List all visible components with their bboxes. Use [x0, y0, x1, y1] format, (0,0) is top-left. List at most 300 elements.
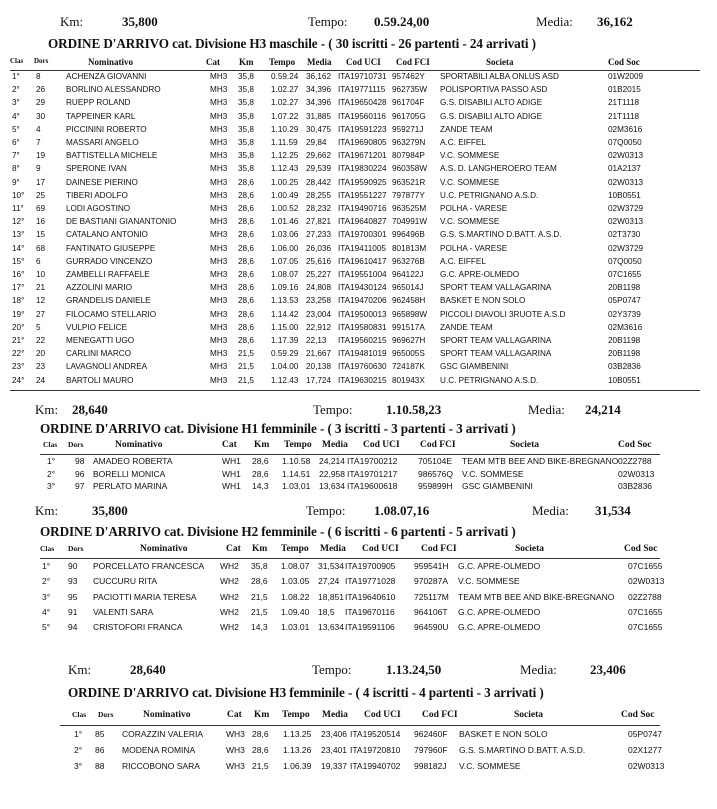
- table-row: [0, 761, 717, 774]
- cell-cod-uci: ITA19600618: [347, 481, 398, 491]
- cell-dors: 91: [68, 606, 78, 617]
- cell-cod-fci: 991517A: [392, 322, 425, 332]
- cell-tempo: 1.00.49: [271, 190, 299, 200]
- cell-cod-soc: 02W0313: [628, 576, 665, 587]
- cell-societa: G.C. APRE-OLMEDO: [458, 606, 541, 617]
- cell-cat: MH3: [210, 336, 228, 345]
- header-nominativo: Nominativo: [143, 710, 191, 720]
- tempo-label: Tempo:: [313, 402, 353, 417]
- cell-tempo: 1.08.22: [281, 591, 310, 602]
- table-row: [0, 296, 717, 309]
- cell-cod-uci: ITA19590925: [338, 177, 387, 187]
- cell-cod-fci: 965005S: [392, 349, 425, 359]
- cell-km: 28,6: [238, 217, 254, 227]
- cell-dors: 93: [68, 576, 78, 587]
- cell-cod-soc: 02M3616: [608, 322, 643, 332]
- cell-tempo: 1.13.25: [283, 729, 312, 739]
- cell-km: 28,6: [238, 322, 254, 332]
- header-cod-fci: Cod FCI: [421, 544, 457, 554]
- cell-societa: V.C. SOMMESE: [440, 151, 500, 161]
- header-tempo: Tempo: [282, 710, 310, 720]
- cell-nominativo: CRISTOFORI FRANCA: [93, 622, 183, 633]
- cell-clas: 16°: [12, 270, 25, 279]
- cell-km: 21,5: [251, 606, 268, 617]
- km-value: 35,800: [92, 503, 128, 518]
- table-row: [0, 98, 717, 111]
- cell-societa: POLISPORTIVA PASSO ASD: [440, 85, 548, 95]
- table-bottom-divider: [10, 390, 700, 391]
- cell-societa: BASKET E NON SOLO: [459, 729, 548, 739]
- table-row: [0, 323, 717, 336]
- header-societa: Societa: [515, 544, 545, 554]
- cell-cod-soc: 02Y3739: [608, 309, 641, 319]
- cell-cat: MH3: [210, 177, 228, 187]
- header-dors: Dors: [98, 710, 114, 719]
- cell-km: 35,8: [238, 151, 254, 161]
- table-row: [0, 270, 717, 283]
- cell-cod-uci: ITA19760630: [338, 362, 387, 372]
- cell-clas: 2°: [47, 468, 56, 479]
- cell-cat: MH3: [210, 151, 228, 161]
- cell-cat: MH3: [210, 296, 228, 306]
- cell-media: 25,227: [306, 270, 332, 279]
- cell-media: 23,258: [306, 296, 332, 306]
- cell-societa: SPORT TEAM VALLAGARINA: [440, 336, 552, 345]
- cell-clas: 9°: [12, 177, 20, 187]
- cell-tempo: 1.11.59: [271, 138, 298, 147]
- cell-tempo: 1.09.16: [271, 283, 299, 293]
- table-row: [0, 138, 717, 151]
- cell-nominativo: BATTISTELLA MICHELE: [66, 151, 158, 161]
- cell-cod-uci: ITA19700301: [338, 230, 387, 240]
- cell-nominativo: PORCELLATO FRANCESCA: [93, 561, 205, 571]
- header-km: Km: [252, 544, 268, 554]
- header-cat: Cat: [226, 544, 241, 554]
- cell-cod-soc: 02Z2788: [628, 591, 662, 602]
- cell-tempo: 1.02.27: [271, 98, 299, 108]
- header-clas: Clas: [43, 440, 58, 449]
- header-clas: Clas: [40, 544, 55, 553]
- cell-nominativo: BARTOLI MAURO: [66, 375, 134, 385]
- header-cod-soc: Cod Soc: [608, 57, 640, 67]
- cell-media: 22,13: [306, 336, 327, 345]
- cell-clas: 3°: [74, 760, 83, 771]
- cell-tempo: 1.09.40: [281, 606, 310, 617]
- cell-tempo: 1.00.52: [271, 204, 299, 213]
- cell-tempo: 1.08.07: [281, 561, 310, 571]
- header-cod-fci: Cod FCI: [396, 57, 430, 67]
- cell-dors: 94: [68, 622, 78, 633]
- cell-cod-fci: 704991W: [392, 217, 428, 227]
- header-media: Media: [320, 544, 346, 554]
- cell-societa: V.C. SOMMESE: [440, 217, 500, 227]
- cell-cod-uci: ITA19640827: [338, 217, 387, 227]
- cell-cod-uci: ITA19560116: [338, 111, 386, 121]
- cell-km: 35,8: [251, 561, 268, 571]
- header-tempo: Tempo: [284, 440, 312, 450]
- table-row: [0, 217, 717, 230]
- cell-media: 24,808: [306, 283, 332, 293]
- cell-nominativo: BORLINO ALESSANDRO: [66, 85, 161, 95]
- cell-cod-fci: 957462Y: [392, 72, 425, 81]
- cell-dors: 95: [68, 591, 78, 602]
- tempo-label: Tempo:: [312, 662, 352, 677]
- cell-clas: 2°: [42, 576, 51, 587]
- table-row: [0, 592, 717, 605]
- cell-cod-uci: ITA19630215: [338, 375, 387, 385]
- table-row: [0, 622, 717, 635]
- cell-dors: 19: [36, 151, 46, 161]
- cell-cod-fci: 705104E: [418, 456, 453, 466]
- cell-societa: G.C. APRE-OLMEDO: [458, 622, 541, 633]
- cell-cat: MH3: [210, 349, 228, 359]
- cell-clas: 15°: [12, 256, 25, 266]
- cell-km: 28,6: [252, 468, 269, 479]
- cell-nominativo: CARLINI MARCO: [66, 349, 132, 359]
- cell-societa: G.C. APRE-OLMEDO: [458, 561, 541, 571]
- cell-cod-fci: 959271J: [392, 124, 424, 134]
- cell-cat: MH3: [210, 98, 228, 108]
- km-label: Km:: [35, 402, 59, 417]
- media-value: 24,214: [585, 402, 621, 417]
- cell-media: 29,539: [306, 164, 332, 174]
- cell-tempo: 1.13.26: [283, 744, 312, 755]
- table-row: [0, 607, 717, 620]
- cell-cod-soc: 01A2137: [608, 164, 641, 174]
- cell-km: 21,5: [238, 349, 254, 359]
- cell-clas: 17°: [12, 283, 25, 293]
- header-nominativo: Nominativo: [88, 57, 133, 67]
- cell-cod-soc: 07Q0050: [608, 138, 642, 147]
- header-divider: [40, 558, 660, 559]
- cell-clas: 24°: [12, 375, 25, 385]
- cell-clas: 2°: [12, 85, 20, 95]
- cell-tempo: 1.03.01: [281, 622, 310, 633]
- cell-km: 35,8: [238, 72, 254, 81]
- cell-dors: 96: [75, 468, 85, 479]
- cell-media: 31,885: [306, 111, 332, 121]
- cell-cat: MH3: [210, 85, 228, 95]
- cell-tempo: 1.12.43: [271, 375, 299, 385]
- cell-cod-fci: 959541H: [414, 561, 449, 571]
- cell-cod-uci: ITA19771028: [345, 576, 396, 587]
- cell-cat: WH2: [220, 576, 239, 587]
- cell-dors: 7: [36, 138, 41, 147]
- cell-societa: TEAM MTB BEE AND BIKE-BREGNANO: [458, 591, 615, 602]
- km-value: 28,640: [72, 402, 108, 417]
- cell-km: 28,6: [252, 744, 269, 755]
- cell-cat: WH1: [222, 481, 241, 491]
- cell-media: 18,5: [318, 606, 335, 617]
- cell-media: 28,442: [306, 177, 332, 187]
- header-dors: Dors: [68, 440, 84, 449]
- cell-cat: MH3: [210, 138, 228, 147]
- cell-km: 28,6: [238, 256, 254, 266]
- cell-cod-uci: ITA19771115: [338, 85, 386, 95]
- cell-cat: WH2: [220, 622, 239, 633]
- header-cod-fci: Cod FCI: [422, 710, 458, 720]
- cell-cod-uci: ITA19610417: [338, 256, 387, 266]
- cell-cod-fci: 960358W: [392, 164, 428, 174]
- table-row: [0, 191, 717, 204]
- cell-tempo: 1.06.00: [271, 243, 299, 253]
- cell-dors: 69: [36, 204, 46, 213]
- cell-dors: 27: [36, 309, 46, 319]
- cell-cod-uci: ITA19701217: [347, 468, 398, 479]
- cell-cod-fci: 964590U: [414, 622, 449, 633]
- cell-dors: 8: [36, 72, 41, 81]
- cell-societa: PICCOLI DIAVOLI 3RUOTE A.S.D: [440, 309, 566, 319]
- header-cod-uci: Cod UCI: [346, 57, 381, 67]
- header-media: Media: [307, 57, 332, 67]
- header-media: Media: [322, 440, 348, 450]
- summary-row: [0, 503, 717, 523]
- cell-tempo: 1.17.39: [271, 336, 299, 345]
- cell-tempo: 1.07.05: [271, 256, 299, 266]
- cell-societa: V.C. SOMMESE: [440, 177, 500, 187]
- cell-nominativo: CATALANO ANTONIO: [66, 230, 148, 240]
- cell-societa: SPORT TEAM VALLAGARINA: [440, 283, 552, 293]
- cell-cat: MH3: [210, 283, 228, 293]
- cell-dors: 26: [36, 85, 46, 95]
- cell-cod-fci: 963279N: [392, 138, 426, 147]
- cell-clas: 2°: [74, 744, 83, 755]
- cell-dors: 97: [75, 481, 85, 491]
- cell-tempo: 1.13.53: [271, 296, 299, 306]
- table-row: [0, 561, 717, 574]
- cell-nominativo: AMADEO ROBERTA: [93, 456, 173, 466]
- cell-dors: 68: [36, 243, 46, 253]
- header-cat: Cat: [222, 440, 237, 450]
- cell-tempo: 0.59.29: [271, 349, 299, 359]
- cell-nominativo: TIBERI ADOLFO: [66, 190, 128, 200]
- cell-clas: 7°: [12, 151, 20, 161]
- cell-nominativo: VULPIO FELICE: [66, 322, 127, 332]
- cell-media: 34,396: [306, 85, 332, 95]
- cell-km: 35,8: [238, 85, 254, 95]
- cell-cod-soc: 05P0747: [628, 729, 663, 739]
- table-row: [0, 310, 717, 323]
- media-value: 23,406: [590, 662, 626, 677]
- table-row: [0, 72, 717, 85]
- cell-cod-uci: ITA19670116: [345, 606, 395, 617]
- cell-media: 27,24: [318, 576, 340, 587]
- table-row: [0, 204, 717, 217]
- header-societa: Societa: [510, 440, 540, 450]
- cell-cod-uci: ITA19560215: [338, 336, 387, 345]
- cell-media: 24,214: [319, 456, 345, 466]
- cell-cod-soc: 03B2836: [618, 481, 653, 491]
- cell-clas: 20°: [12, 322, 25, 332]
- cell-societa: G.S. DISABILI ALTO ADIGE: [440, 98, 543, 108]
- cell-cod-fci: 965898W: [392, 309, 428, 319]
- cell-clas: 11°: [12, 204, 24, 213]
- cell-clas: 1°: [74, 729, 83, 739]
- cell-nominativo: GRANDELIS DANIELE: [66, 296, 151, 306]
- cell-dors: 88: [95, 760, 105, 771]
- cell-cod-uci: ITA19430124: [338, 283, 387, 293]
- cell-cat: MH3: [210, 362, 228, 372]
- cell-tempo: 1.03.06: [271, 230, 299, 240]
- section-title: ORDINE D'ARRIVO cat. Divisione H3 femminile - ( 4 iscritti - 4 partenti - 3 arrivati ): [68, 685, 544, 700]
- cell-societa: V.C. SOMMESE: [458, 576, 520, 587]
- cell-cod-fci: 969627H: [392, 336, 426, 345]
- header-cat: Cat: [227, 710, 242, 720]
- cell-nominativo: PACIOTTI MARIA TERESA: [93, 591, 197, 602]
- cell-media: 36,162: [306, 72, 332, 81]
- cell-cod-soc: 02W0313: [608, 177, 644, 187]
- cell-clas: 3°: [12, 98, 20, 108]
- cell-km: 35,8: [238, 124, 254, 134]
- cell-societa: GSC GIAMBENINI: [462, 481, 533, 491]
- cell-tempo: 1.03.05: [281, 576, 310, 587]
- cell-cod-soc: 20B1198: [608, 283, 641, 293]
- cell-dors: 4: [36, 124, 41, 134]
- cell-societa: V.C. SOMMESE: [459, 760, 521, 771]
- km-value: 35,800: [122, 14, 158, 29]
- table-row: [0, 151, 717, 164]
- cell-dors: 16: [36, 217, 46, 227]
- table-row: [0, 729, 717, 742]
- table-header: [0, 544, 717, 558]
- cell-cod-uci: ITA19720810: [350, 744, 401, 755]
- cell-nominativo: BORELLI MONICA: [93, 468, 166, 479]
- cell-nominativo: ACHENZA GIOVANNI: [66, 72, 147, 81]
- cell-cat: MH3: [210, 256, 228, 266]
- cell-tempo: 1.07.22: [271, 111, 299, 121]
- cell-cat: WH1: [222, 456, 241, 466]
- cell-cod-fci: 724187K: [392, 362, 425, 372]
- cell-tempo: 1.06.39: [283, 760, 312, 771]
- cell-clas: 4°: [42, 606, 51, 617]
- cell-dors: 21: [36, 283, 46, 293]
- cell-tempo: 1.03.01: [282, 481, 311, 491]
- cell-cod-fci: 959899H: [418, 481, 453, 491]
- cell-clas: 13°: [12, 230, 25, 240]
- table-header: [0, 440, 717, 454]
- cell-cat: MH3: [210, 72, 228, 81]
- cell-clas: 1°: [12, 72, 20, 81]
- header-cod-soc: Cod Soc: [618, 440, 652, 450]
- cell-dors: 15: [36, 230, 46, 240]
- cell-tempo: 0.59.24: [271, 72, 299, 81]
- cell-societa: SPORT TEAM VALLAGARINA: [440, 349, 552, 359]
- header-cod-soc: Cod Soc: [624, 544, 658, 554]
- cell-clas: 3°: [47, 481, 56, 491]
- cell-societa: BASKET E NON SOLO: [440, 296, 526, 306]
- cell-cod-soc: 02T3730: [608, 230, 641, 240]
- cell-cod-fci: 801943X: [392, 375, 425, 385]
- cell-dors: 25: [36, 190, 46, 200]
- tempo-value: 1.10.58,23: [386, 402, 442, 417]
- cell-km: 14,3: [252, 481, 269, 491]
- cell-cod-fci: 963525M: [392, 204, 427, 213]
- cell-media: 19,337: [321, 760, 347, 771]
- cell-cod-soc: 02Z2788: [618, 456, 652, 466]
- cell-cod-fci: 970287A: [414, 576, 449, 587]
- header-km: Km: [254, 710, 270, 720]
- cell-km: 21,5: [252, 760, 269, 771]
- cell-cat: MH3: [210, 375, 228, 385]
- cell-nominativo: TAPPEINER KARL: [66, 111, 136, 121]
- table-row: [0, 178, 717, 191]
- cell-cat: MH3: [210, 230, 228, 240]
- cell-km: 28,6: [238, 270, 254, 279]
- header-divider: [10, 70, 700, 71]
- header-tempo: Tempo: [281, 544, 309, 554]
- cell-nominativo: MODENA ROMINA: [122, 744, 196, 755]
- cell-societa: ZANDE TEAM: [440, 124, 493, 134]
- header-nominativo: Nominativo: [140, 544, 188, 554]
- cell-dors: 20: [36, 349, 46, 359]
- table-row: [0, 349, 717, 362]
- header-cod-soc: Cod Soc: [621, 710, 655, 720]
- cell-cod-soc: 07Q0050: [608, 256, 642, 266]
- summary-row: [0, 662, 717, 682]
- cell-km: 28,6: [252, 456, 269, 466]
- cell-cat: WH2: [220, 561, 239, 571]
- cell-nominativo: ZAMBELLI RAFFAELE: [66, 270, 150, 279]
- table-row: [0, 112, 717, 125]
- cell-cod-uci: ITA19551004: [338, 270, 387, 279]
- cell-societa: GSC GIAMBENINI: [440, 362, 509, 372]
- cell-cat: MH3: [210, 270, 228, 279]
- cell-nominativo: FANTINATO GIUSEPPE: [66, 243, 156, 253]
- cell-cat: MH3: [210, 204, 228, 213]
- cell-cat: WH1: [222, 468, 241, 479]
- cell-dors: 24: [36, 375, 46, 385]
- cell-societa: POLHA - VARESE: [440, 204, 508, 213]
- cell-clas: 10°: [12, 190, 25, 200]
- table-row: [0, 85, 717, 98]
- tempo-value: 1.13.24,50: [386, 662, 442, 677]
- cell-cat: MH3: [210, 124, 228, 134]
- table-row: [0, 336, 717, 349]
- cell-cod-soc: 01W2009: [608, 72, 644, 81]
- cell-media: 29,84: [306, 138, 327, 147]
- cell-tempo: 1.02.27: [271, 85, 299, 95]
- cell-dors: 86: [95, 744, 105, 755]
- cell-cod-soc: 02W0313: [628, 760, 665, 771]
- cell-media: 18,851: [318, 591, 344, 602]
- cell-tempo: 1.15.00: [271, 322, 299, 332]
- cell-cod-fci: 964122J: [392, 270, 424, 279]
- cell-cod-uci: ITA19580831: [338, 322, 387, 332]
- cell-cod-uci: ITA19591106: [345, 622, 395, 633]
- cell-clas: 5°: [12, 124, 20, 134]
- cell-societa: A.C. EIFFEL: [440, 138, 486, 147]
- header-societa: Societa: [486, 57, 514, 67]
- cell-cod-uci: ITA19551227: [338, 190, 387, 200]
- cell-km: 28,6: [238, 204, 254, 213]
- table-row: [0, 125, 717, 138]
- cell-cat: MH3: [210, 217, 228, 227]
- cell-nominativo: CORAZZIN VALERIA: [122, 729, 204, 739]
- header-km: Km: [239, 57, 254, 67]
- cell-cod-soc: 03B2836: [608, 362, 641, 372]
- section-title: ORDINE D'ARRIVO cat. Divisione H2 femminile - ( 6 iscritti - 6 partenti - 5 arrivati ): [40, 524, 516, 539]
- cell-cat: MH3: [210, 243, 228, 253]
- cell-cod-fci: 998182J: [414, 760, 447, 771]
- cell-media: 23,401: [321, 744, 347, 755]
- cell-cod-uci: ITA19591223: [338, 124, 387, 134]
- table-row: [0, 164, 717, 177]
- cell-dors: 5: [36, 322, 41, 332]
- cell-km: 21,5: [238, 375, 254, 385]
- cell-tempo: 1.12.43: [271, 164, 299, 174]
- cell-dors: 30: [36, 111, 46, 121]
- cell-clas: 3°: [42, 591, 51, 602]
